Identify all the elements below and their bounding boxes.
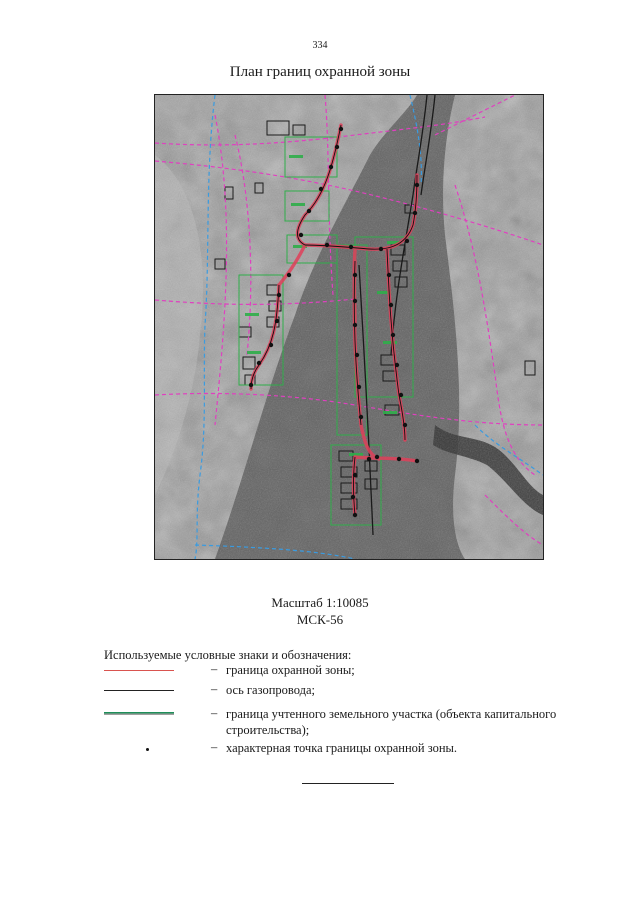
page-title: План границ охранной зоны	[229, 64, 411, 80]
legend-dash: –	[211, 662, 218, 676]
legend-dash: –	[211, 740, 218, 754]
legend-text: ось газопровода;	[226, 683, 316, 697]
map-scale: Масштаб 1:10085	[271, 595, 369, 610]
black-line-icon	[104, 690, 174, 691]
legend-dash: –	[211, 706, 218, 720]
coordinate-system: МСК-56	[296, 612, 344, 627]
map-image	[154, 94, 544, 560]
legend-text: граница охранной зоны;	[226, 663, 355, 677]
page-number: 334	[312, 40, 328, 51]
legend-text: граница учтенного земельного участка (объекта капитального строительства);	[226, 707, 557, 737]
satellite-map	[155, 95, 543, 559]
terrain-grain	[155, 95, 543, 559]
red-line-icon	[104, 670, 174, 671]
green-line-icon	[104, 712, 174, 715]
map-scale-info	[0, 594, 640, 628]
legend-text: характерная точка границы охранной зоны.	[226, 741, 458, 755]
legend-dash: –	[211, 682, 218, 696]
dot-icon	[146, 748, 149, 751]
signature-line	[302, 783, 394, 784]
legend-title: Используемые условные знаки и обозначения:	[104, 648, 352, 662]
